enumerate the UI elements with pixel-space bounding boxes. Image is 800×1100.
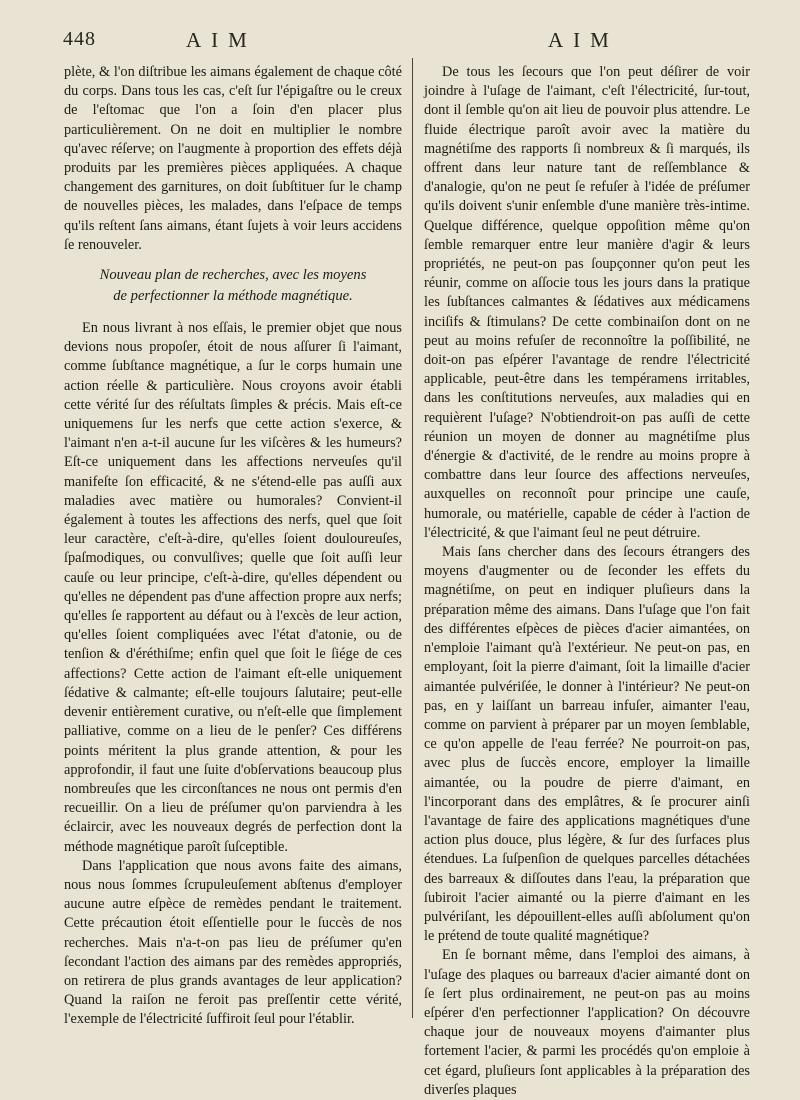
section-heading-line: Nouveau plan de recherches, avec les moyens (99, 267, 367, 284)
right-column (424, 63, 750, 1100)
section-heading (64, 265, 402, 307)
paragraph: Mais ſans chercher dans des ſecours étrangers des moyens d'augmenter ou de ſeconder les effets du magnétiſme, on peut en indiquer pluſieurs dans la préparation même des aimans. Dans l'uſage que l'on fait des différentes eſpèces de pièces d'acier aimantées, on n'emploie l'aimant qu'à l'extérieur. Ne peut-on pas, en employant, ſoit la pierre d'aimant, ſoit la limaille d'acier aimantée pulvériſée, le donner à l'intérieur? Ne peut-on pas, en y laiſſant un barreau infuſer, aimanter l'eau, comme on parvient à préparer par un moyen ſemblable, ce qu'on appelle de l'eau ferrée? Ne pourroit-on pas, avec plus de ſuccès encore, employer la limaille aimantée, ou la poudre de pierre d'aimant, en l'incorporant dans des emplâtres, & ſe procurer ainſi l'avantage de faire des applications magnétiques d'une action plus douce, plus légère, & ſur des ſurfaces plus étendues. La ſuſpenſion de quelques parcelles détachées des barreaux & diſſoutes dans l'eau, la préparation que ſubiroit l'acier aimanté ou la pierre d'aimant en les pulvériſant, les dépouillent-elles auſſi abſolument qu'on le prétend de toute qualité magnétique? (424, 544, 750, 945)
running-head-left: AIM (186, 28, 257, 52)
paragraph: En ſe bornant même, dans l'emploi des aimans, à l'uſage des plaques ou barreaux d'acier aimanté dont on ſe ſert plus ordinairement, ne peut-on pas au moins eſpérer d'en perfectionner l'application? On découvre chaque jour de nouveaux moyens d'aimanter plus fortement l'acier, & parmi les procédés qu'on emploie à cet égard, pluſieurs ſont applicables à la préparation des diverſes plaques (424, 947, 750, 1098)
column-divider (412, 58, 413, 1018)
paragraph: plète, & l'on diſtribue les aimans également de chaque côté du corps. Dans tous les cas, c'eſt ſur l'épigaſtre ou le creux de l'eſtomac que l'on a ſoin d'en placer plus particulièrement. On ne doit en multiplier le nombre qu'avec réſerve; on l'augmente à proportion des effets déjà produits par les premières pièces appliquées. A chaque changement des garnitures, on doit ſubſtituer ſur le champ de nouvelles pièces, les malades, dans l'eſpace de temps qu'ils reſtent ſans aimans, étant ſujets à voir leurs accidens ſe renouveler. (64, 64, 402, 253)
left-column (64, 63, 402, 1030)
page-number: 448 (63, 28, 96, 50)
running-head-right: AIM (548, 28, 619, 52)
section-heading-line: de perfectionner la méthode magnétique. (113, 288, 353, 305)
paragraph: En nous livrant à nos eſſais, le premier objet que nous devions nous propoſer, étoit de nous aſſurer ſi l'aimant, comme ſubſtance magnétique, a ſur le corps humain une action réelle & particulière. Nous croyons avoir établi cette vérité ſur des réſultats ſimples & précis. Mais eſt-ce uniquemens ſur les nerfs que cette action s'exerce, & l'aimant n'en a-t-il aucune ſur les viſcères & les humeurs? Eſt-ce uniquement dans les affections nerveuſes qu'il manifeſte ſon efficacité, & ne s'étend-elle pas auſſi aux maladies avec matière ou humorales? Convient-il également à toutes les affections des nerfs, quel que ſoit leur caractère, c'eſt-à-dire, qu'elles ſoient douloureuſes, ſpaſmodiques, ou convulſives; quelle que ſoit auſſi leur cauſe ou leur principe, c'eſt-à-dire, qu'elles dépendent ou qu'elles ne dépendent pas d'une affection propre aux nerfs; qu'elles ſe rapportent au défaut ou à l'excès de leur action, qu'elles ſoient compliquées avec l'état d'atonie, ou de tenſion & d'éréthiſme; enfin quel que ſoit le ſiége de ces affections? Cette action de l'aimant eſt-elle uniquement ſédative & calmante; eſt-elle toujours ſalutaire; peut-elle devenir entièrement curative, ou n'eſt-elle que ſimplement palliative, comme on a lieu de le penſer? Ces différens points méritent la plus grande attention, & pour les approfondir, il faut une ſuite d'obſervations beaucoup plus nombreuſes que les circonſtances ne nous ont permis d'en recueillir. On a lieu de préſumer qu'on parviendra à les éclaircir, avec les nouveaux degrés de perfection dont la méthode magnétique paroît ſuſceptible. (64, 320, 402, 855)
paragraph: Dans l'application que nous avons faite des aimans, nous nous ſommes ſcrupuleuſement abſtenus d'employer aucune autre eſpèce de remèdes pendant le traitement. Cette précaution étoit eſſentielle pour le ſuccès de nos recherches. Mais n'a-t-on pas lieu de préſumer qu'en ſecondant l'action des aimans par des remèdes appropriés, on retirera de plus grands avantages de leur application? Quand la raiſon ne feroit pas preſſentir cette vérité, l'exemple de l'électricité ſuffiroit ſeul pour l'établir. (64, 857, 402, 1028)
paragraph: De tous les ſecours que l'on peut déſirer de voir joindre à l'uſage de l'aimant, c'eſt l'électricité, ſur-tout, dont il ſemble qu'on ait lieu de pouvoir plus attendre. Le fluide électrique paroît avoir avec la matière du magnétiſme des rapports ſi nombreux & ſi marqués, ils offrent dans leur nature tant de reſſemblance & d'analogie, qu'on ne peut ſe refuſer à l'idée de préſumer qu'ils doivent s'unir enſemble d'une manière très-intime. Quelque différence, quelque oppoſition même qu'on ſemble remarquer entre leur manière d'agir & leurs propriétés, ne peut-on pas ſoupçonner qu'on peut les réunir, comme on aſſocie tous les jours dans la pratique les ſubſtances calmantes & ſédatives aux médicamens inciſifs & ſtimulans? De cette combinaiſon dont on ne peut au moins refuſer de reconnoître la poſſibilité, ne doit-on pas eſpérer l'avantage de rendre l'électricité applicable, peut-être dans les tempéramens irritables, dans les conſtitutions nerveuſes, aux maladies qui en requièrent l'uſage? N'obtiendroit-on pas auſſi de cette réunion un moyen de donner au magnétiſme plus d'énergie & d'activité, de le rendre au moins propre à combattre dans leur ſource des affections nerveuſes, auxquelles on reconnoît pour principe une cauſe, humorale, ou matérielle, capable de céder à l'action de l'électricité, & que l'aimant ſeul ne peut détruire. (424, 64, 750, 541)
